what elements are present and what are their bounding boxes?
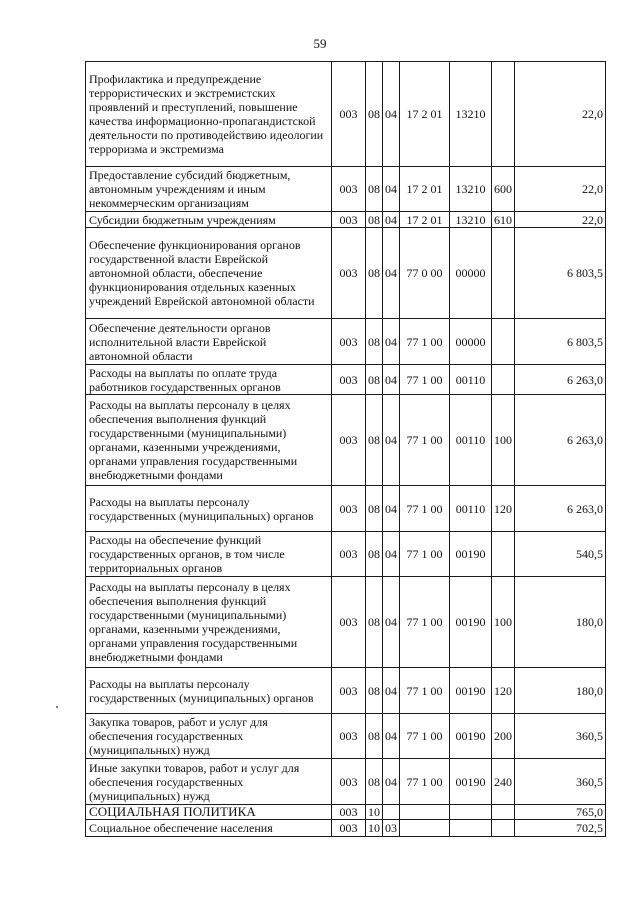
table-row <box>86 486 606 532</box>
section-code: 10 <box>366 805 383 820</box>
section-code: 08 <box>366 395 383 486</box>
amount: 6 263,0 <box>515 486 606 532</box>
subsection-code: 04 <box>383 532 400 577</box>
row-name: Расходы на выплаты персоналу в целях обеспечения выполнения функций государственными (муниципальными) органами, казенными учреждениями, органами управления государственными внебюджетными фондами <box>86 395 332 486</box>
table-row <box>86 319 606 365</box>
table-row <box>86 212 606 228</box>
direction-code: 00190 <box>450 532 492 577</box>
amount: 765,0 <box>515 805 606 820</box>
admin-code: 003 <box>332 577 366 668</box>
direction-code: 00190 <box>450 668 492 714</box>
section-code: 08 <box>366 577 383 668</box>
target-article-code: 77 1 00 <box>400 714 450 759</box>
row-name: Расходы на обеспечение функций государственных органов, в том числе территориальных органов <box>86 532 332 577</box>
admin-code: 003 <box>332 395 366 486</box>
row-name: Расходы на выплаты персоналу государственных (муниципальных) органов <box>86 486 332 532</box>
row-name: СОЦИАЛЬНАЯ ПОЛИТИКА <box>86 805 332 820</box>
section-code: 08 <box>366 668 383 714</box>
subsection-code: 04 <box>383 228 400 319</box>
row-name: Обеспечение деятельности органов исполнительной власти Еврейской автономной области <box>86 319 332 365</box>
expense-type-code: 610 <box>492 212 515 228</box>
subsection-code: 04 <box>383 167 400 212</box>
subsection-code: 04 <box>383 714 400 759</box>
table-row <box>86 805 606 820</box>
expense-type-code <box>492 532 515 577</box>
row-name: Субсидии бюджетным учреждениям <box>86 212 332 228</box>
subsection-code: 04 <box>383 62 400 167</box>
table-row <box>86 62 606 167</box>
expense-type-code: 100 <box>492 395 515 486</box>
admin-code: 003 <box>332 668 366 714</box>
direction-code: 00110 <box>450 486 492 532</box>
table-row <box>86 820 606 837</box>
row-name: Предоставление субсидий бюджетным, автономным учреждениям и иным некоммерческим организациям <box>86 167 332 212</box>
row-name: Расходы на выплаты персоналу в целях обеспечения выполнения функций государственными (муниципальными) органами, казенными учреждениями, органами управления государственными внебюджетными фондами <box>86 577 332 668</box>
row-name: Закупка товаров, работ и услуг для обеспечения государственных (муниципальных) нужд <box>86 714 332 759</box>
expense-type-code <box>492 820 515 837</box>
expense-type-code: 120 <box>492 668 515 714</box>
row-name: Обеспечение функционирования органов государственной власти Еврейской автономной области, обеспечение функционирования отдельных казенных учреждений Еврейской автономной области <box>86 228 332 319</box>
section-code: 08 <box>366 365 383 395</box>
expense-type-code <box>492 62 515 167</box>
table-row <box>86 395 606 486</box>
target-article-code <box>400 805 450 820</box>
amount: 180,0 <box>515 577 606 668</box>
subsection-code: 04 <box>383 759 400 805</box>
table-row <box>86 759 606 805</box>
direction-code: 00000 <box>450 319 492 365</box>
direction-code <box>450 805 492 820</box>
expense-type-code: 600 <box>492 167 515 212</box>
section-code: 08 <box>366 167 383 212</box>
subsection-code: 04 <box>383 365 400 395</box>
subsection-code <box>383 805 400 820</box>
section-code: 08 <box>366 714 383 759</box>
expense-type-code: 120 <box>492 486 515 532</box>
expense-type-code: 200 <box>492 714 515 759</box>
admin-code: 003 <box>332 805 366 820</box>
subsection-code: 03 <box>383 820 400 837</box>
amount: 22,0 <box>515 167 606 212</box>
budget-table-container <box>85 61 606 837</box>
target-article-code: 17 2 01 <box>400 167 450 212</box>
expense-type-code <box>492 805 515 820</box>
amount: 702,5 <box>515 820 606 837</box>
admin-code: 003 <box>332 228 366 319</box>
target-article-code: 77 1 00 <box>400 577 450 668</box>
admin-code: 003 <box>332 759 366 805</box>
scan-speck <box>56 706 58 708</box>
direction-code: 00110 <box>450 395 492 486</box>
amount: 180,0 <box>515 668 606 714</box>
page-number: 59 <box>313 36 327 51</box>
expense-type-code <box>492 228 515 319</box>
amount: 6 263,0 <box>515 395 606 486</box>
admin-code: 003 <box>332 532 366 577</box>
section-code: 08 <box>366 228 383 319</box>
amount: 6 263,0 <box>515 365 606 395</box>
target-article-code: 77 1 00 <box>400 486 450 532</box>
target-article-code: 77 1 00 <box>400 759 450 805</box>
direction-code: 00110 <box>450 365 492 395</box>
table-row <box>86 577 606 668</box>
row-name: Профилактика и предупреждение террористических и экстремистских проявлений и преступлений, повышение качества информационно-пропагандистской деятельности по противодействию идеологии терроризма и экстремизма <box>86 62 332 167</box>
admin-code: 003 <box>332 62 366 167</box>
section-code: 08 <box>366 212 383 228</box>
target-article-code: 77 1 00 <box>400 532 450 577</box>
admin-code: 003 <box>332 714 366 759</box>
budget-table <box>85 61 606 837</box>
subsection-code: 04 <box>383 486 400 532</box>
target-article-code: 17 2 01 <box>400 212 450 228</box>
table-row <box>86 228 606 319</box>
table-row <box>86 668 606 714</box>
direction-code: 13210 <box>450 62 492 167</box>
target-article-code: 77 1 00 <box>400 365 450 395</box>
target-article-code: 77 1 00 <box>400 668 450 714</box>
admin-code: 003 <box>332 319 366 365</box>
amount: 22,0 <box>515 62 606 167</box>
target-article-code: 77 1 00 <box>400 395 450 486</box>
admin-code: 003 <box>332 365 366 395</box>
direction-code: 00190 <box>450 759 492 805</box>
direction-code: 13210 <box>450 212 492 228</box>
expense-type-code: 240 <box>492 759 515 805</box>
table-row <box>86 365 606 395</box>
admin-code: 003 <box>332 486 366 532</box>
section-code: 08 <box>366 532 383 577</box>
amount: 540,5 <box>515 532 606 577</box>
section-code: 10 <box>366 820 383 837</box>
row-name: Социальное обеспечение населения <box>86 820 332 837</box>
direction-code: 00190 <box>450 577 492 668</box>
expense-type-code <box>492 365 515 395</box>
direction-code <box>450 820 492 837</box>
row-name: Иные закупки товаров, работ и услуг для обеспечения государственных (муниципальных) нужд <box>86 759 332 805</box>
section-code: 08 <box>366 319 383 365</box>
row-name: Расходы на выплаты персоналу государственных (муниципальных) органов <box>86 668 332 714</box>
subsection-code: 04 <box>383 395 400 486</box>
expense-type-code: 100 <box>492 577 515 668</box>
target-article-code: 77 0 00 <box>400 228 450 319</box>
expense-type-code <box>492 319 515 365</box>
admin-code: 003 <box>332 820 366 837</box>
admin-code: 003 <box>332 167 366 212</box>
section-code: 08 <box>366 62 383 167</box>
amount: 360,5 <box>515 759 606 805</box>
admin-code: 003 <box>332 212 366 228</box>
row-name: Расходы на выплаты по оплате труда работников государственных органов <box>86 365 332 395</box>
section-code: 08 <box>366 486 383 532</box>
direction-code: 00000 <box>450 228 492 319</box>
direction-code: 13210 <box>450 167 492 212</box>
subsection-code: 04 <box>383 319 400 365</box>
target-article-code: 17 2 01 <box>400 62 450 167</box>
amount: 6 803,5 <box>515 319 606 365</box>
subsection-code: 04 <box>383 577 400 668</box>
amount: 6 803,5 <box>515 228 606 319</box>
table-row <box>86 714 606 759</box>
section-code: 08 <box>366 759 383 805</box>
amount: 360,5 <box>515 714 606 759</box>
subsection-code: 04 <box>383 212 400 228</box>
budget-table-body <box>86 62 606 837</box>
subsection-code: 04 <box>383 668 400 714</box>
table-row <box>86 167 606 212</box>
table-row <box>86 532 606 577</box>
direction-code: 00190 <box>450 714 492 759</box>
target-article-code <box>400 820 450 837</box>
amount: 22,0 <box>515 212 606 228</box>
target-article-code: 77 1 00 <box>400 319 450 365</box>
